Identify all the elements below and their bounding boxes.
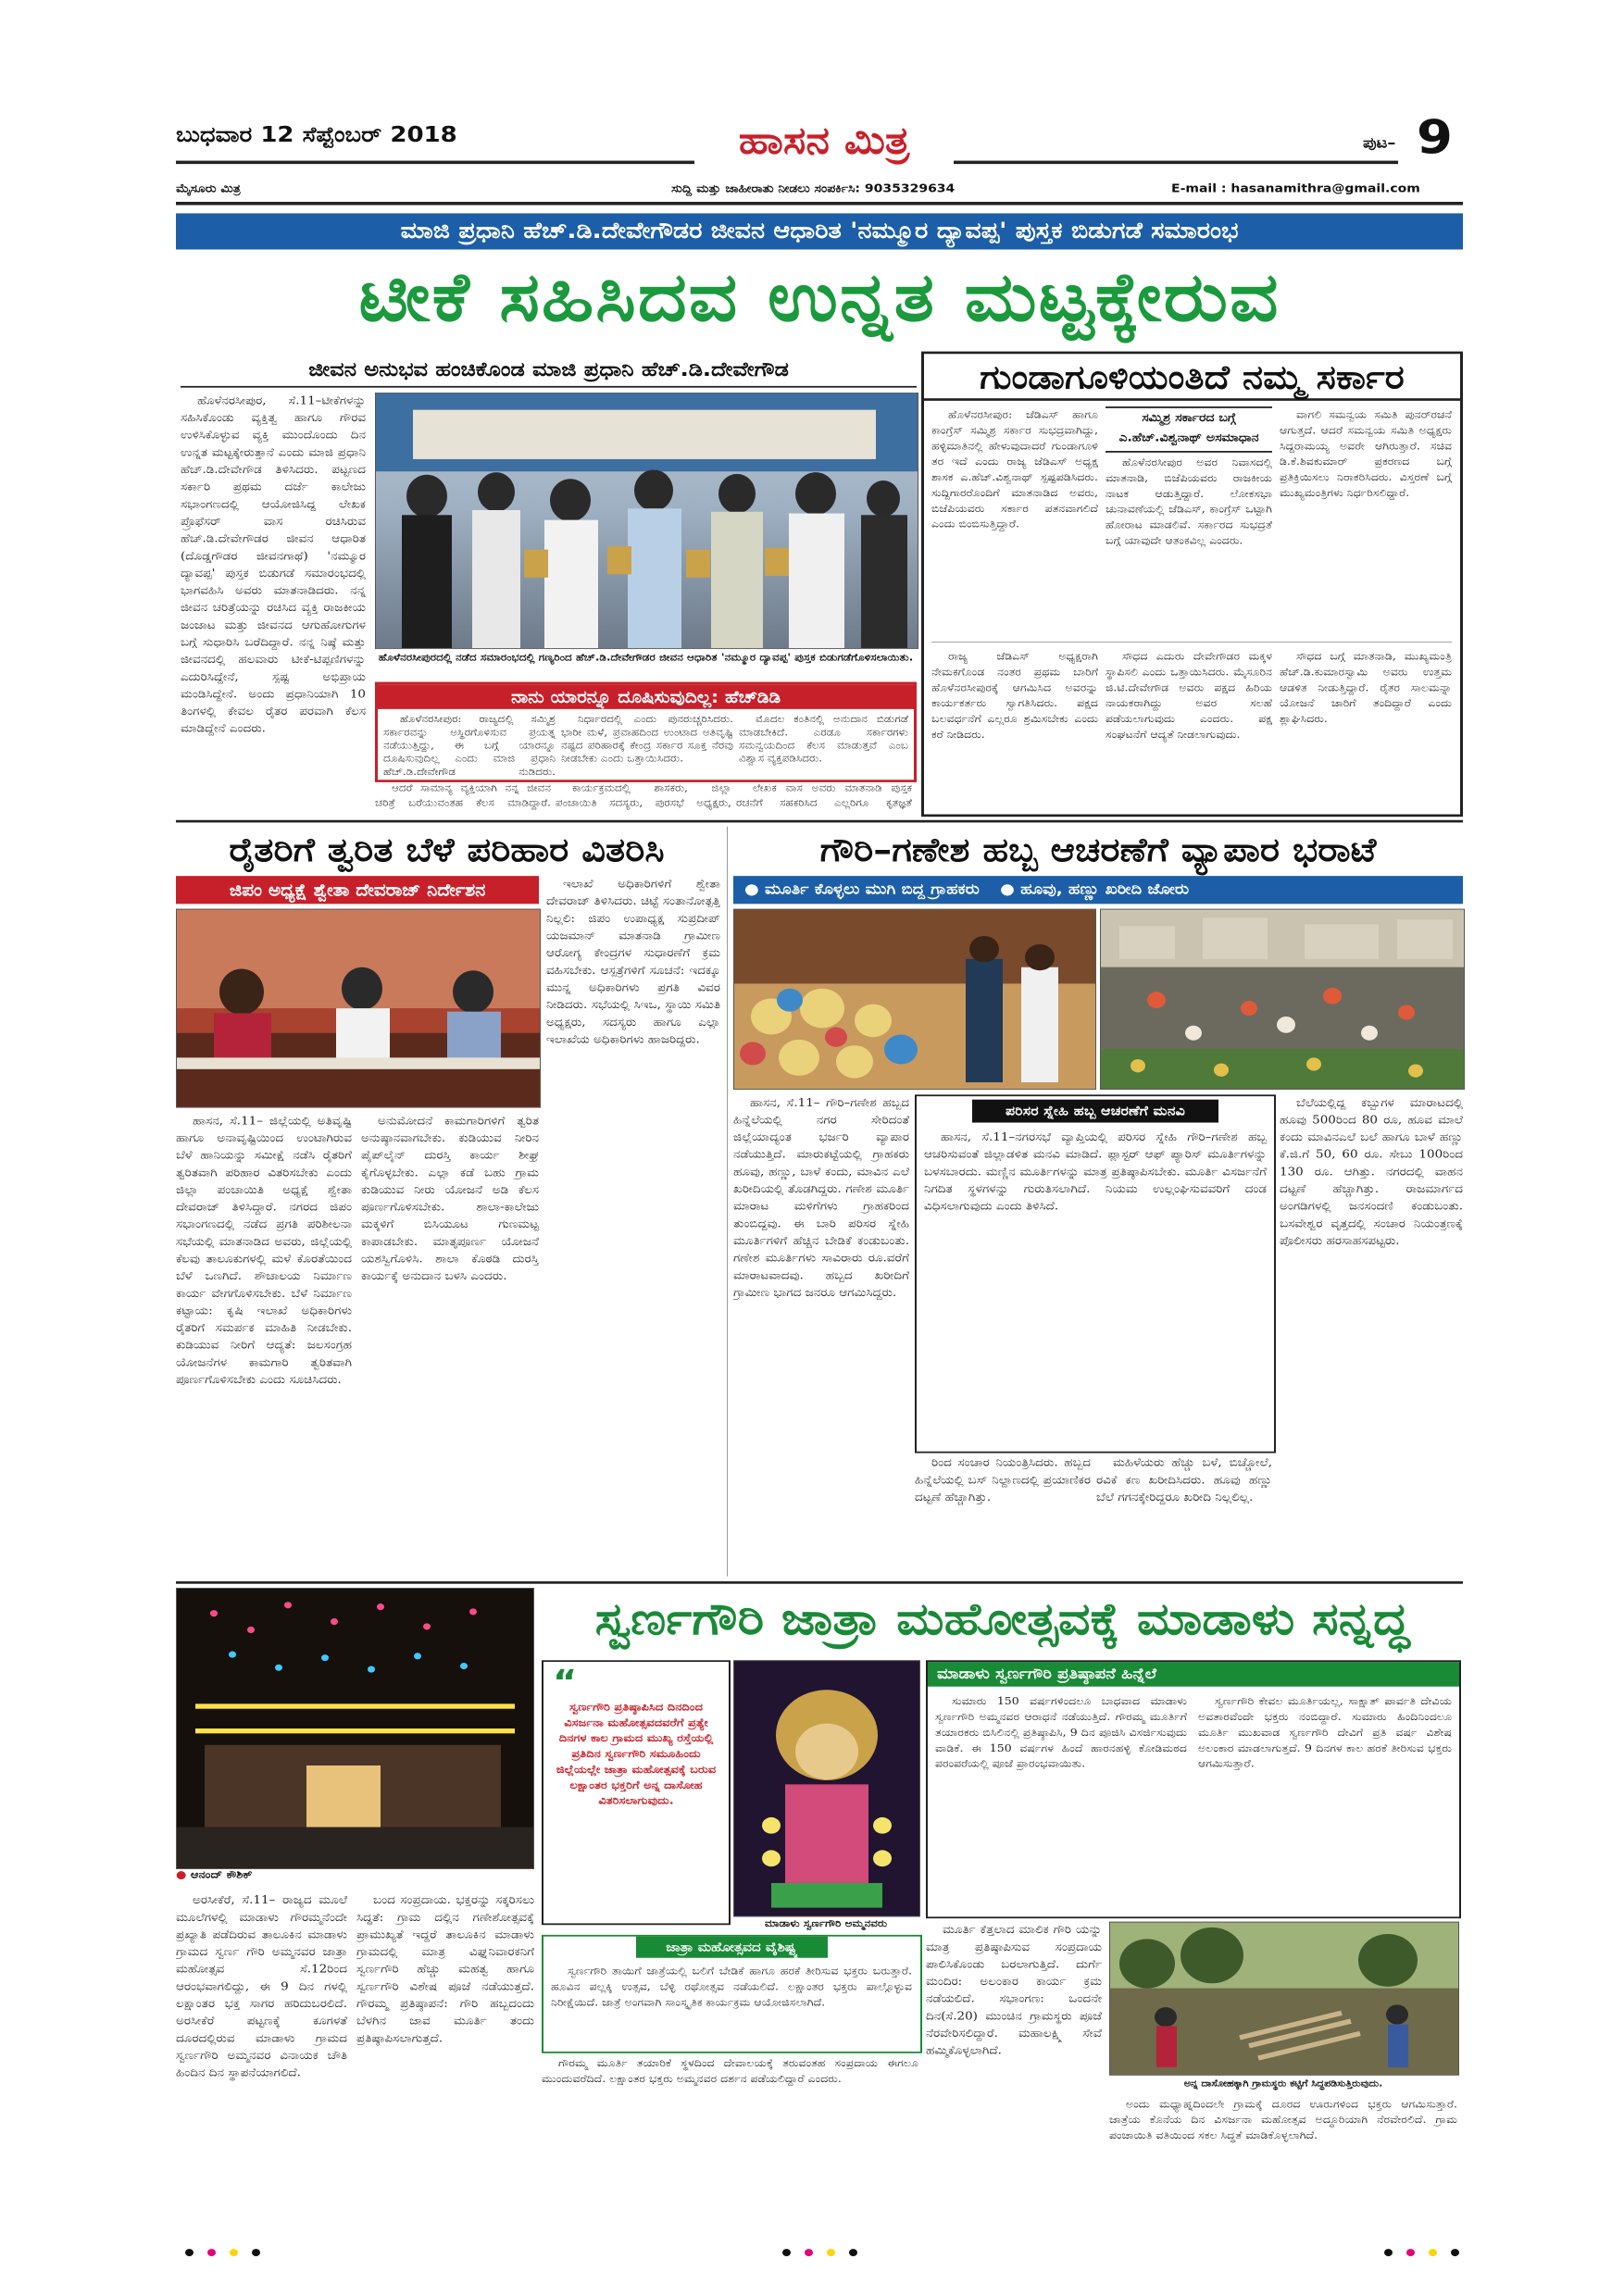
swarna-special-text: ಸ್ವರ್ಣಗೌರಿ ತಾಯಿಗೆ ಜಾತ್ರೆಯಲ್ಲಿ ಬಲಿಗೆ ಬೇಡಿಕೆ ಹಾಗೂ ಹರಕೆ ತೀರಿಸುವ ಭಕ್ತರು ಬರುತ್ತಾರೆ. ಹೂವಿನ ಪಲ್ಲಕ್ಕಿ ಉತ್ಸವ, ಬೆಳ್ಳಿ ರಥೋತ್ಸವ ನಡೆಯಲಿದೆ. ಲಕ್ಷಾಂತರ ಭಕ್ತರು ಪಾಲ್ಗೊಳ್ಳುವ ನಿರೀಕ್ಷೆಯಿದೆ. ಜಾತ್ರೆ ಅಂಗವಾಗಿ ಸಾಂಸ್ಕೃತಿಕ ಕಾರ್ಯಕ್ರಮ ಆಯೋಜಿಸಲಾಗಿದೆ. <box>551 1964 912 2008</box>
gowri-cont1: ರಿಂದ ಸಂಚಾರ ನಿಯಂತ್ರಿಸಿದರು. ಹಬ್ಬದ ಹಿನ್ನೆಲೆಯಲ್ಲಿ ಬಸ್ ನಿಲ್ದಾಣದಲ್ಲಿ ಪ್ರಯಾಣಿಕರ ದಟ್ಟಣೆ ಹೆಚ್ಚಾಗಿತ್ತು. <box>915 1456 1091 1504</box>
section-divider-1 <box>176 820 1463 823</box>
gowri-photo-idols <box>733 909 1096 1090</box>
dot-black-icon <box>849 2249 857 2256</box>
gundagiri-divider <box>931 642 1452 643</box>
email-info: E-mail : hasanamithra@gmail.com <box>1171 181 1420 195</box>
swarna-col2: ಬಂದ ಸಂಪ್ರದಾಯ. ಭಕ್ತರನ್ನು ಸಕ್ಕರಿಸಲು ಸಿದ್ಧತೆ: ಗ್ರಾಮ ದಲ್ಲಿನ ಗಣೇಶೋತ್ಸವಕ್ಕೆ ಪ್ರಾಮುಖ್ಯತೆ ಇದ್ದರೆ ತಾಲೂಕಿನ ಮಾಡಾಳು ಗ್ರಾಮದಲ್ಲಿ ಮಾತ್ರ ವಿಘ್ನನಿವಾರಕನಿಗೆ ಸ್ವರ್ಣಗೌರಿ ಹೆಚ್ಚು ಮಹತ್ವ ಹಾಗೂ ಸ್ವರ್ಣಗೌರಿ ವಿಶೇಷ ಪೂಜೆ ನಡೆಯುತ್ತದೆ. ಗೌರಮ್ಮ ಪ್ರತಿಷ್ಠಾಪನೆ: ಗೌರಿ ಹಬ್ಬದಂದು ಬೆಳಗಿನ ಜಾವ ಮೂರ್ತಿ ತಂದು ಪ್ರತಿಷ್ಠಾಪಿಸಲಾಗುತ್ತದೆ. <box>356 1893 534 2045</box>
dot-black-icon <box>185 2249 194 2256</box>
masthead-rule-right <box>954 161 1398 165</box>
gowri-headline: ಗೌರಿ–ಗಣೇಶ ಹಬ್ಬ ಆಚರಣೆಗೆ ವ್ಯಾಪಾರ ಭರಾಟೆ <box>819 831 1377 870</box>
swarna-temple-photo <box>176 1588 534 1869</box>
sidebox-title: ನಾನು ಯಾರನ್ನೂ ದೂಷಿಸುವುದಿಲ್ಲ: ಹೆಚ್‌ಡಿಡಿ <box>378 684 914 709</box>
swarna-headline: ಸ್ವರ್ಣಗೌರಿ ಜಾತ್ರಾ ಮಹೋತ್ಸವಕ್ಕೆ ಮಾಡಾಳು ಸನ್ನದ್ಧ <box>594 1592 1410 1645</box>
lead-subhead: ಜೀವನ ಅನುಭವ ಹಂಚಿಕೊಂಡ ಮಾಜಿ ಪ್ರಧಾನಿ ಹೆಚ್.ಡಿ.ದೇವೇಗೌಡ <box>181 353 917 387</box>
gowri-bullet1: ಮೂರ್ತಿ ಕೊಳ್ಳಲು ಮುಗಿ ಬಿದ್ದ ಗ್ರಾಹಕರು <box>765 880 980 899</box>
masthead-rule-left <box>176 161 694 165</box>
dot-magenta-icon <box>805 2249 813 2256</box>
book-release-photo-icon <box>376 393 918 648</box>
swarna-idol-caption: ಮಾಡಾಳು ಸ್ವರ್ಣಗೌರಿ ಅಮ್ಮನವರು <box>764 1917 888 1929</box>
swarna-box-title: ಮಾಡಾಳು ಸ್ವರ್ಣಗೌರಿ ಪ್ರತಿಷ್ಠಾಪನೆ ಹಿನ್ನೆಲೆ <box>928 1662 1459 1687</box>
bullet-dot-icon: ● <box>176 1868 187 1882</box>
swarna-idol-photo <box>733 1660 920 1916</box>
gowri-parisara-box <box>915 1094 1276 1453</box>
swarna-dasoha-photo <box>1109 1922 1459 2076</box>
gowri-col1: ಹಾಸನ, ಸೆ.11– ಗೌರಿ–ಗಣೇಶ ಹಬ್ಬದ ಹಿನ್ನೆಲೆಯಲ್ಲಿ ನಗರ ಸೇರಿದಂತೆ ಜಿಲ್ಲೆಯಾದ್ಯಂತ ಭರ್ಜರಿ ವ್ಯಾಪಾರ ನಡೆಯುತ್ತಿದೆ. ಮಾರುಕಟ್ಟೆಯಲ್ಲಿ ಗ್ರಾಹಕರು ಹೂವು, ಹಣ್ಣು, ಬಾಳೆ ಕಂದು, ಮಾವಿನ ಎಲೆ ಖರೀದಿಯಲ್ಲಿ ತೊಡಗಿದ್ದರು. ಗಣೇಶ ಮೂರ್ತಿ ಮಾರಾಟ ಮಳಿಗೆಗಳು ಗ್ರಾಹಕರಿಂದ ತುಂಬಿದ್ದವು. ಈ ಬಾರಿ ಪರಿಸರ ಸ್ನೇಹಿ ಮೂರ್ತಿಗಳಿಗೆ ಹೆಚ್ಚಿನ ಬೇಡಿಕೆ ಕಂಡುಬಂತು. ಗಣೇಶ ಮೂರ್ತಿಗಳು ಸಾವಿರಾರು ರೂ.ವರೆಗೆ ಮಾರಾಟವಾದವು. ಹಬ್ಬದ ಖರೀದಿಗೆ ಗ್ರಾಮೀಣ ಭಾಗದ ಜನರೂ ಆಗಮಿಸಿದ್ದರು. <box>733 1096 909 1300</box>
issue-date: ಬುಧವಾರ 12 ಸೆಪ್ಟೆಂಬರ್ 2018 <box>176 122 457 148</box>
gowri-photo-market <box>1100 909 1465 1090</box>
swarna-special-box <box>542 1935 922 2053</box>
raitha-col2: ಅನುಮೋದನೆ ಕಾಮಗಾರಿಗಳಿಗೆ ತ್ವರಿತ ಅನುಷ್ಠಾನವಾಗಬೇಕು. ಕುಡಿಯುವ ನೀರಿನ ಪೈಪ್‌ಲೈನ್ ದುರಸ್ತಿ ಕಾರ್ಯ ಶೀಘ್ರ ಕೈಗೊಳ್ಳಬೇಕು. ಎಲ್ಲಾ ಕಡೆ ಬಹು ಗ್ರಾಮ ಕುಡಿಯುವ ನೀರು ಯೋಜನೆ ಅಡಿ ಕೆಲಸ ಪೂರ್ಣಗೊಳಿಸಬೇಕು. ಶಾಲಾ-ಕಾಲೇಜು ಮಕ್ಕಳಿಗೆ ಬಿಸಿಯೂಟ ಗುಣಮಟ್ಟ ಕಾಪಾಡಬೇಕು. ಮಾತೃಪೂರ್ಣ ಯೋಜನೆ ಯಶಸ್ವಿಗೊಳಿಸಿ. ಶಾಲಾ ಕೊಠಡಿ ದುರಸ್ತಿ ಕಾರ್ಯಕ್ಕೆ ಅನುದಾನ ಬಳಸಿ ಎಂದರು. <box>361 1114 539 1283</box>
lead-photo-caption: ಹೊಳೆನರಸೀಪುರದಲ್ಲಿ ನಡೆದ ಸಮಾರಂಭದಲ್ಲಿ ಗಣ್ಯರಿಂದ ಹೆಚ್.ಡಿ.ದೇವೇಗೌಡರ ಜೀವನ ಆಧಾರಿತ 'ನಮ್ಮೂರ ದ್ಯಾವಪ್ಪ' ಪುಸ್ತಕ ಬಿಡುಗಡೆಗೊಳಿಸಲಾಯಿತು. <box>378 651 914 664</box>
lead-col3: ಕಾರ್ಯಕ್ರಮದಲ್ಲಿ ಶಾಸಕರು, ಜಿಲ್ಲಾ ಪಂಚಾಯಿತಿ ಸದಸ್ಯರು, ಪುರಸಭೆ ಅಧ್ಯಕ್ಷರು, <box>556 781 731 809</box>
dot-yellow-icon <box>827 2249 835 2256</box>
meeting-photo-icon <box>177 910 540 1107</box>
sidebox-col3: ಮೊದಲ ಕಂತಿನಲ್ಲಿ ಅನುದಾನ ಬಿಡುಗಡೆ ಮಾಡಬೇಕಿದೆ. ಎರಡೂ ಸರ್ಕಾರಗಳು ಸಮನ್ವಯದಿಂದ ಕೆಲಸ ಮಾಡುತ್ತವೆ ಎಂಬ ವಿಶ್ವಾಸ ವ್ಯಕ್ತಪಡಿಸಿದರು. <box>739 713 908 765</box>
gundagiri-pullquote: ಸಮ್ಮಿಶ್ರ ಸರ್ಕಾರದ ಬಗ್ಗೆ ಎ.ಹೆಚ್.ವಿಶ್ವನಾಥ್ ಅಸಮಾಧಾನ <box>1106 406 1272 453</box>
lead-col2: ಆದರೆ ಸಾಮಾನ್ಯ ವ್ಯಕ್ತಿಯಾಗಿ ನನ್ನ ಜೀವನ ಚರಿತ್ರೆ ಬರೆಯುವಂತಹ ಕೆಲಸ ಮಾಡಿದ್ದಾರೆ. <box>375 781 551 809</box>
gowri-col1-cont <box>733 1454 909 1576</box>
gundagiri-col5: ಸೌಧದ ಎದುರು ದೇವೇಗೌಡರ ಮಕ್ಕಳ ಸ್ಥಾಪಿಸಲಿ ಎಂದು ಒತ್ತಾಯಿಸಿದರು. ಮೈಸೂರಿನ ಜಿ.ಟಿ.ದೇವೇಗೌಡ ಅವರು ಪಕ್ಷದ ಹಿರಿಯ ನಾಯಕರಾಗಿದ್ದು ಅವರ ಸಲಹೆ ಪಡೆಯಲಾಗುವುದು ಎಂದರು. ಪಕ್ಷ ಸಂಘಟನೆಗೆ ಆದ್ಯತೆ ನೀಡಲಾಗುವುದು. <box>1106 649 1272 741</box>
gundagiri-headline: ಗುಂಡಾಗೂಳಿಯಂತಿದೆ ನಮ್ಮ ಸರ್ಕಾರ <box>924 357 1460 401</box>
lead-col1: ಹೊಳೆನರಸೀಪುರ, ಸೆ.11–ಟೀಕೆಗಳನ್ನು ಸಹಿಸಿಕೊಂಡು ವ್ಯಕ್ತಿತ್ವ ಹಾಗೂ ಗೌರವ ಉಳಿಸಿಕೊಳ್ಳುವ ವ್ಯಕ್ತಿ ಮುಂದೊಂದು ದಿನ ಉನ್ನತ ಮಟ್ಟಕ್ಕೇರುತ್ತಾನೆ ಎಂದು ಮಾಜಿ ಪ್ರಧಾನಿ ಹೆಚ್.ಡಿ.ದೇವೇಗೌಡ ತಿಳಿಸಿದರು. ಪಟ್ಟಣದ ಸರ್ಕಾರಿ ಪ್ರಥಮ ದರ್ಜೆ ಕಾಲೇಜು ಸಭಾಂಗಣದಲ್ಲಿ ಆಯೋಜಿಸಿದ್ದ ಲೇಖಕ ಪ್ರೊಫೆಸರ್ ವಾಸ ರಚಿಸಿರುವ ಹೆಚ್.ಡಿ.ದೇವೇಗೌಡರ ಜೀವನ ಆಧಾರಿತ (ದೊಡ್ಡಗೌಡರ ಜೀವನಗಾಥೆ) 'ನಮ್ಮೂರ ದ್ಯಾವಪ್ಪ' ಪುಸ್ತಕ ಬಿಡುಗಡೆ ಸಮಾರಂಭದಲ್ಲಿ ಭಾಗವಹಿಸಿ ಅವರು ಮಾತನಾಡಿದರು. ನನ್ನ ಜೀವನ ಚರಿತ್ರೆಯನ್ನು ರಚಿಸಿದ ವ್ಯಕ್ತಿ ರಾಜಕೀಯ ಜಂಜಾಟ ಮತ್ತು ಜೀವನದ ಆಗುಹೋಗುಗಳ ಬಗ್ಗೆ ಸುಧಾರಿಸಿ ಬರೆದಿದ್ದಾರೆ. ನನ್ನ ನಿಷ್ಠೆ ಮತ್ತು ಜೀವನದಲ್ಲಿ ಹಲವಾರು ಟೀಕೆ-ಟಿಪ್ಪಣಿಗಳನ್ನು ಎದುರಿಸಿದ್ದೇನೆ, ಸ್ಪಷ್ಟ ಅಭಿಪ್ರಾಯ ಮಂಡಿಸಿದ್ದೇನೆ. ಅಂದು ಪ್ರಧಾನಿಯಾಗಿ 10 ತಿಂಗಳಲ್ಲಿ ಕೇವಲ ರೈತರ ಪರವಾಗಿ ಕೆಲಸ ಮಾಡಿದ್ದೇನೆ ಎಂದರು. <box>181 393 366 736</box>
sidebox-dooshisuvudilla <box>375 682 917 782</box>
raitha-col3: ಇಲಾಖೆ ಅಧಿಕಾರಿಗಳಿಗೆ ಶ್ವೇತಾ ದೇವರಾಜ್ ತಿಳಿಸಿದರು. ಚಿಟ್ಟೆ ಸಂತಾನೋತ್ಪತ್ತಿ ನಿಲ್ಲಲಿ: ಜಿಪಂ ಉಪಾಧ್ಯಕ್ಷ ಸುಪ್ರದೀಪ್ ಯಜಮಾನ್ ಮಾತನಾಡಿ ಗ್ರಾಮೀಣ ಆರೋಗ್ಯ ಕೇಂದ್ರಗಳ ಸುಧಾರಣೆಗೆ ಕ್ರಮ ವಹಿಸಬೇಕು. ಆಸ್ಪತ್ರೆಗಳಿಗೆ ಸೂಚನೆ: ಇದಕ್ಕೂ ಮುನ್ನ ಅಧಿಕಾರಿಗಳು ಪ್ರಗತಿ ವಿವರ ನೀಡಿದರು. ಸಭೆಯಲ್ಲಿ ಸಿಇಒ, ಸ್ಥಾಯಿ ಸಮಿತಿ ಅಧ್ಯಕ್ಷರು, ಸದಸ್ಯರು ಹಾಗೂ ಎಲ್ಲಾ ಇಲಾಖೆಯ ಅಧಿಕಾರಿಗಳು ಹಾಜರಿದ್ದರು. <box>546 877 720 1046</box>
section-divider-2 <box>176 1581 1463 1584</box>
swarna-box-col4: ಅಂದು ಮಧ್ಯಾಹ್ನದಿಂದಲೇ ಗ್ರಾಮಕ್ಕೆ ದೂರದ ಊರುಗಳಿಂದ ಭಕ್ತರು ಆಗಮಿಸುತ್ತಾರೆ. ಜಾತ್ರೆಯ ಕೊನೆಯ ದಿನ ವಿಸರ್ಜನಾ ಮಹೋತ್ಸವ ಅದ್ಧೂರಿಯಾಗಿ ನೆರವೇರಲಿದೆ. ಗ್ರಾಮ ಪಂಚಾಯಿತಿ ವತಿಯಿಂದ ಸಕಲ ಸಿದ್ಧತೆ ಮಾಡಿಕೊಳ್ಳಲಾಗಿದೆ. <box>1109 2097 1457 2141</box>
raitha-headline: ರೈತರಿಗೆ ತ್ವರಿತ ಬೆಳೆ ಪರಿಹಾರ ವಿತರಿಸಿ <box>229 831 665 870</box>
lead-col4: ಲೇಖಕ ವಾಸ ಅವರು ಮಾತನಾಡಿ ಪುಸ್ತಕ ರಚನೆಗೆ ಸಹಕರಿಸಿದ ಎಲ್ಲರಿಗೂ ಕೃತಜ್ಞತೆ <box>736 781 912 809</box>
gowri-bullet2: ಹೂವು, ಹಣ್ಣು ಖರೀದಿ ಜೋರು <box>1020 880 1190 899</box>
lead-kicker: ಮಾಜಿ ಪ್ರಧಾನಿ ಹೆಚ್.ಡಿ.ದೇವೇಗೌಡರ ಜೀವನ ಆಧಾರಿತ 'ನಮ್ಮೂರ ದ್ಯಾವಪ್ಪ' ಪುಸ್ತಕ ಬಿಡುಗಡೆ ಸಮಾರಂಭ <box>176 213 1463 249</box>
gundagiri-box <box>921 352 1463 817</box>
swarna-photo-credit: ● ಆನಂದ್ ಕೌಶಿಕ್ <box>176 1868 253 1882</box>
bullet-dot-icon: ● <box>1000 880 1015 899</box>
lead-photo <box>375 393 918 649</box>
contact-info: ಸುದ್ದಿ ಮತ್ತು ಜಾಹೀರಾತು ನೀಡಲು ಸಂಪರ್ಕಿಸಿ: 9035329634 <box>671 181 956 195</box>
dot-yellow-icon <box>1429 2249 1437 2256</box>
dot-black-icon <box>1451 2249 1459 2256</box>
gowri-box-text: ಹಾಸನ, ಸೆ.11–ನಗರಸಭೆ ವ್ಯಾಪ್ತಿಯಲ್ಲಿ ಪರಿಸರ ಸ್ನೇಹಿ ಗೌರಿ–ಗಣೇಶ ಹಬ್ಬ ಆಚರಿಸುವಂತೆ ಜಿಲ್ಲಾಡಳಿತ ಮನವಿ ಮಾಡಿದೆ. ಪ್ಲಾಸ್ಟರ್ ಆಫ್ ಪ್ಯಾರಿಸ್ ಮೂರ್ತಿಗಳನ್ನು ಬಳಸಬಾರದು. ಮಣ್ಣಿನ ಮೂರ್ತಿಗಳನ್ನು ಮಾತ್ರ ಪ್ರತಿಷ್ಠಾಪಿಸಬೇಕು. ಮೂರ್ತಿ ವಿಸರ್ಜನೆಗೆ ನಿಗದಿತ ಸ್ಥಳಗಳನ್ನು ಗುರುತಿಸಲಾಗಿದೆ. ನಿಯಮ ಉಲ್ಲಂಘಿಸುವವರಿಗೆ ದಂಡ ವಿಧಿಸಲಾಗುವುದು ಎಂದು ತಿಳಿಸಿದೆ. <box>924 1130 1267 1214</box>
swarna-dasoha-caption: ಅನ್ನ ದಾಸೋಹಕ್ಕಾಗಿ ಗ್ರಾಮಸ್ಥರು ಕಟ್ಟಿಗೆ ಸಿದ್ಧಪಡಿಸುತ್ತಿರುವುದು. <box>1183 2078 1383 2089</box>
swarna-box-col2: ಸ್ವರ್ಣಗೌರಿ ಕೇವಲ ಮೂರ್ತಿಯಲ್ಲ, ಸಾಕ್ಷಾತ್ ಪಾರ್ವತಿ ದೇವಿಯ ಅವತಾರವೆಂದೇ ಭಕ್ತರು ನಂಬಿದ್ದಾರೆ. ಸುಮಾರು ಹಿಂದಿನಿಂದಲೂ ಮೂರ್ತಿ ಮುಖವಾಡ ಸ್ವರ್ಣಗೌರಿ ದೇವಿಗೆ ಪ್ರತಿ ವರ್ಷ ವಿಶೇಷ ಅಲಂಕಾರ ಮಾಡಲಾಗುತ್ತದೆ. 9 ದಿನಗಳ ಕಾಲ ಹರಕೆ ತೀರಿಸುವ ಭಕ್ತರು ಆಗಮಿಸುತ್ತಾರೆ. <box>1198 1694 1452 1770</box>
raitha-col1: ಹಾಸನ, ಸೆ.11– ಜಿಲ್ಲೆಯಲ್ಲಿ ಅತಿವೃಷ್ಟಿ ಹಾಗೂ ಅನಾವೃಷ್ಟಿಯಿಂದ ಉಂಟಾಗಿರುವ ಬೆಳೆ ಹಾನಿಯನ್ನು ಸಮೀಕ್ಷೆ ನಡೆಸಿ ರೈತರಿಗೆ ತ್ವರಿತವಾಗಿ ಪರಿಹಾರ ವಿತರಿಸಬೇಕು ಎಂದು ಜಿಲ್ಲಾ ಪಂಚಾಯಿತಿ ಅಧ್ಯಕ್ಷೆ ಶ್ವೇತಾ ದೇವರಾಜ್ ತಿಳಿಸಿದ್ದಾರೆ. ನಗರದ ಜಿಪಂ ಸಭಾಂಗಣದಲ್ಲಿ ನಡೆದ ಪ್ರಗತಿ ಪರಿಶೀಲನಾ ಸಭೆಯಲ್ಲಿ ಮಾತನಾಡಿದ ಅವರು, ಜಿಲ್ಲೆಯಲ್ಲಿ ಕೆಲವು ತಾಲೂಕುಗಳಲ್ಲಿ ಮಳೆ ಕೊರತೆಯಿಂದ ಬೆಳೆ ಒಣಗಿದೆ. ಶೌಚಾಲಯ ನಿರ್ಮಾಣ ಕಾರ್ಯ ವೇಗಗೊಳಿಸಬೇಕು. ಬೆಳೆ ನಿರ್ಮಾಣ ಕಟ್ಟಾಯ: ಕೃಷಿ ಇಲಾಖೆ ಅಧಿಕಾರಿಗಳು ರೈತರಿಗೆ ಸಮರ್ಪಕ ಮಾಹಿತಿ ನೀಡಬೇಕು. ಕುಡಿಯುವ ನೀರಿಗೆ ಆದ್ಯತೆ: ಜಲಸಂಗ್ರಹ ಯೋಜನೆಗಳ ಕಾಮಗಾರಿ ತ್ವರಿತವಾಗಿ ಪೂರ್ಣಗೊಳಿಸಬೇಕು ಎಂದು ಸೂಚಿಸಿದರು. <box>176 1114 352 1387</box>
swarna-special-title: ಜಾತ್ರಾ ಮಹೋತ್ಸವದ ವೈಶಿಷ್ಟ್ಯ <box>636 1937 828 1958</box>
swarna-quote: ಸ್ವರ್ಣಗೌರಿ ಪ್ರತಿಷ್ಠಾಪಿಸಿದ ದಿನದಿಂದ ವಿಸರ್ಜನಾ ಮಹೋತ್ಸವದವರೆಗೆ ಪ್ರತ್ಯೇ ದಿನಗಳ ಕಾಲ ಗ್ರಾಮದ ಮುಖ್ಯ ರಸ್ತೆಯಲ್ಲಿ ಪ್ರತಿದಿನ ಸ್ವರ್ಣಗೌರಿ ಸಮೂಹಿಂದು ಜಿಲ್ಲೆಯಲ್ಲೇ ಜಾತ್ರಾ ಮಹೋತ್ಸವಕ್ಕೆ ಬರುವ ಲಕ್ಷಾಂತರ ಭಕ್ತರಿಗೆ ಅನ್ನ ದಾಸೋಹ ವಿತರಿಸಲಾಗುವುದು. <box>556 1701 717 1808</box>
page-label: ಪುಟ– <box>1363 134 1396 152</box>
footer-registration-dots-left <box>181 2244 265 2260</box>
swarna-hinnele-box <box>926 1660 1461 1918</box>
contact-strip <box>176 179 1463 205</box>
swarna-quote-box <box>542 1660 731 1925</box>
market-crowd-photo-icon <box>1101 910 1464 1090</box>
firewood-photo-icon <box>1110 1923 1458 2075</box>
goddess-idol-photo-icon <box>734 1661 919 1915</box>
swarna-box-col1: ಸುಮಾರು 150 ವರ್ಷಗಳಿಂದಲೂ ಬಾಧವಾದ ಮಾಡಾಳು ಸ್ವರ್ಣಗೌರಿ ಅಮ್ಮನವರ ಆರಾಧನೆ ನಡೆಯುತ್ತಿದೆ. ಗೌರಮ್ಮ ಮೂರ್ತಿಗೆ ತಯಾರಕರು ಬಿಸಿಲಿನಲ್ಲಿ ಪ್ರತಿಷ್ಠಾಪಿಸಿ, 9 ದಿನ ಪೂಜಿಸಿ ವಿಸರ್ಜಿಸುವುದು ವಾಡಿಕೆ. ಈ 150 ವರ್ಷಗಳ ಹಿಂದೆ ಹಾರನಹಳ್ಳಿ ಕೋಡಿಮಠದ ಪರಂಪರೆಯಲ್ಲಿ ಪೂಜೆ ಪ್ರಾರಂಭವಾಯಿತು. <box>935 1694 1187 1770</box>
dot-black-icon <box>782 2249 791 2256</box>
quote-mark-icon: “ <box>553 1663 578 1702</box>
footer-registration-dots-center <box>778 2244 862 2260</box>
ganesha-idols-photo-icon <box>734 910 1095 1090</box>
gundagiri-col6: ಸೌಧದ ಬಗ್ಗೆ ಮಾತನಾಡಿ, ಮುಖ್ಯಮಂತ್ರಿ ಹೆಚ್.ಡಿ.ಕುಮಾರಸ್ವಾಮಿ ಅವರು ಉತ್ತಮ ಆಡಳಿತ ನೀಡುತ್ತಿದ್ದಾರೆ. ರೈತರ ಸಾಲಮನ್ನಾ ಯೋಜನೆ ಜಾರಿಗೆ ತಂದಿದ್ದಾರೆ ಎಂದು ಶ್ಲಾಘಿಸಿದರು. <box>1280 649 1452 725</box>
temple-lights-photo-icon <box>177 1589 533 1868</box>
page-number: 9 <box>1417 111 1453 166</box>
gowri-cont2: ಮಹಿಳೆಯರು ಹೆಚ್ಚು ಬಳೆ, ಬಿಚ್ಚೋಲೆ, ರವಿಕೆ ಕಣ ಖರೀದಿಸಿದರು. ಹೂವು ಹಣ್ಣು ಬೆಲೆ ಗಗನಕ್ಕೇರಿದ್ದರೂ ಖರೀದಿ ನಿಲ್ಲಲಿಲ್ಲ. <box>1096 1456 1272 1504</box>
swarna-col1: ಅರಸೀಕೆರೆ, ಸೆ.11– ರಾಜ್ಯದ ಮೂಲೆ ಮೂಲೆಗಳಲ್ಲಿ ಮಾಡಾಳು ಗೌರಮ್ಮನೆಂದೇ ಪ್ರಖ್ಯಾತಿ ಪಡೆದಿರುವ ತಾಲೂಕಿನ ಮಾಡಾಳು ಗ್ರಾಮದ ಸ್ವರ್ಣ ಗೌರಿ ಅಮ್ಮನವರ ಜಾತ್ರಾ ಮಹೋತ್ಸವ ಸೆ.12ರಿಂದ ಆರಂಭವಾಗಲಿದ್ದು, ಈ 9 ದಿನ ಗಳಲ್ಲಿ ಲಕ್ಷಾಂತರ ಭಕ್ತ ಸಾಗರ ಹರಿದುಬರಲಿದೆ. ಅರಸೀಕೆರೆ ಪಟ್ಟಣಕ್ಕೆ ಕೂಗಳತೆ ದೂರದಲ್ಲಿರುವ ಮಾಡಾಳು ಗ್ರಾಮದ ಸ್ವರ್ಣಗೌರಿ ಅಮ್ಮನವರ ವಿನಾಯಕ ಚೌತಿ ಹಿಂದಿನ ದಿನ ಸ್ಥಾಪನೆಯಾಗಲಿದೆ. <box>176 1893 347 2080</box>
dot-black-icon <box>1384 2249 1393 2256</box>
lead-headline: ಟೀಕೆ ಸಹಿಸಿದವ ಉನ್ನತ ಮಟ್ಟಕ್ಕೇರುವ <box>358 258 1280 337</box>
dot-magenta-icon <box>207 2249 216 2256</box>
gundagiri-col2: ಹೊಳೆನರಸೀಪುರ ಅವರ ನಿವಾಸದಲ್ಲಿ ಮಾತನಾಡಿ, ಬಿಜೆಪಿಯವರು ರಾಜಕೀಯ ನಾಟಕ ಆಡುತ್ತಿದ್ದಾರೆ. ಲೋಕಸಭಾ ಚುನಾವಣೆಯಲ್ಲಿ ಜೆಡಿಎಸ್, ಕಾಂಗ್ರೆಸ್ ಒಟ್ಟಾಗಿ ಹೋರಾಟ ಮಾಡಲಿವೆ. ಸರ್ಕಾರದ ಸುಭದ್ರತೆ ಬಗ್ಗೆ ಯಾವುದೇ ಆತಂಕವಿಲ್ಲ ಎಂದರು. <box>1106 455 1272 547</box>
dot-magenta-icon <box>1406 2249 1415 2256</box>
gowri-col3: ಬೆಲೆಯಲ್ಲಿದ್ದ ಕಬ್ಬುಗಳ ಮಾರಾಟದಲ್ಲಿ ಹೂವು 500ರಿಂದ 80 ರೂ, ಹೂವ ಮಾಲೆ ಕಂದು ಮಾವಿನಎಲೆ ಬಲೆ ಹಾಗೂ ಬಾಳೆ ಹಣ್ಣು ಕೆ.ಜಿ.ಗೆ 50, 60 ರೂ. ಸೇಬು 100ರಿಂದ 130 ರೂ. ಆಗಿತ್ತು. ನಗರದಲ್ಲಿ ವಾಹನ ದಟ್ಟಣೆ ಹೆಚ್ಚಾಗಿತ್ತು. ರಾಜಮಾರ್ಗದ ಅಂಗಡಿಗಳಲ್ಲಿ ಜನಸಂದಣಿ ಕಂಡುಬಂತು. ಬಸವೇಶ್ವರ ವೃತ್ತದಲ್ಲಿ ಸಂಚಾರ ನಿಯಂತ್ರಣಕ್ಕೆ ಪೊಲೀಸರು ಹರಸಾಹಸಪಟ್ಟರು. <box>1280 1096 1463 1248</box>
swarna-box-col3: ಮೂರ್ತಿ ಕೆತ್ತಲಾದ ಮಾಲಿಕ ಗೌರಿ ಯನ್ನು ಮಾತ್ರ ಪ್ರತಿಷ್ಠಾಪಿಸುವ ಸಂಪ್ರದಾಯ ಪಾಲಿಸಿಕೊಂಡು ಬರಲಾಗುತ್ತಿದೆ. ದುರ್ಗೆ ಮಂದಿರ: ಅಲಂಕಾರ ಕಾರ್ಯ ಕ್ರಮ ನಡೆಯಲಿದೆ. ಸಭಾಂಗಣ: ಒಂದನೇ ದಿನ(ಸೆ.20) ಮುಂಚಿನ ಗ್ರಾಮಸ್ಥರು ಪೂಜೆ ನೆರವೇರಿಸಲಿದ್ದಾರೆ. ಮಹಾಲಕ್ಷ್ಮಿ ಸೇವೆ ಹಮ್ಮಿಕೊಳ್ಳಲಾಗಿದೆ. <box>926 1923 1102 2058</box>
masthead-title: ಹಾಸನ ಮಿತ್ರ <box>738 118 910 163</box>
sidebox-col1: ಹೊಳೆನರಸೀಪುರ: ರಾಜ್ಯದಲ್ಲಿ ಸಮ್ಮಿಶ್ರ ಸರ್ಕಾರವನ್ನು ಅಸ್ಥಿರಗೊಳಿಸುವ ಪ್ರಯತ್ನ ನಡೆಯುತ್ತಿದ್ದು, ಈ ಬಗ್ಗೆ ಯಾರನ್ನೂ ದೂಷಿಸುವುದಿಲ್ಲ ಎಂದು ಮಾಜಿ ಪ್ರಧಾನಿ ಹೆಚ್.ಡಿ.ದೇವೇಗೌಡ ನುಡಿದರು. <box>383 713 556 778</box>
dot-yellow-icon <box>230 2249 238 2256</box>
column-rule-raitha <box>727 827 728 1577</box>
gundagiri-col3: ವಾಗಲಿ ಸಮನ್ವಯ ಸಮಿತಿ ಪುನರ್‌ರಚನೆ ಆಗುತ್ತದೆ. ಆದರೆ ಸಮನ್ವಯ ಸಮಿತಿ ಅಧ್ಯಕ್ಷರು ಸಿದ್ದರಾಮಯ್ಯ ಅವರೇ ಆಗಿರುತ್ತಾರೆ. ಸಚಿವ ಡಿ.ಕೆ.ಶಿವಕುಮಾರ್ ಪ್ರಕರಣದ ಬಗ್ಗೆ ಪ್ರತಿಕ್ರಿಯಿಸಲು ನಿರಾಕರಿಸಿದರು. ವಿಸ್ತರಣೆ ಬಗ್ಗೆ ಮುಖ್ಯಮಂತ್ರಿಗಳು ನಿರ್ಧರಿಸಲಿದ್ದಾರೆ. <box>1280 407 1452 499</box>
gundagiri-col1: ಹೊಳೆನರಸೀಪುರ: ಜೆಡಿಎಸ್ ಹಾಗೂ ಕಾಂಗ್ರೆಸ್ ಸಮ್ಮಿಶ್ರ ಸರ್ಕಾರ ಸುಭದ್ರವಾಗಿದ್ದು, ಹಳ್ಳಿಮಾತಿನಲ್ಲಿ ಹೇಳುವುದಾದರೆ ಗುಂಡಾಗೂಳಿ ತರ ಇದೆ ಎಂದು ರಾಜ್ಯ ಜೆಡಿಎಸ್ ಅಧ್ಯಕ್ಷ ಶಾಸಕ ಎ.ಹೆಚ್.ವಿಶ್ವನಾಥ್ ಸ್ಪಷ್ಟಪಡಿಸಿದರು. ಸುದ್ದಿಗಾರರೊಂದಿಗೆ ಮಾತನಾಡಿದ ಅವರು, ಬಿಜೆಪಿಯವರು ಸರ್ಕಾರ ಪತನವಾಗಲಿದೆ ಎಂದು ಬಿಂಬಿಸುತ್ತಿದ್ದಾರೆ. <box>931 407 1098 530</box>
swarna-col3: ಗೌರಮ್ಮ ಮೂರ್ತಿ ತಯಾರಿಕೆ ಸ್ಥಳದಿಂದ ದೇವಾಲಯಕ್ಕೆ ತರುವಂತಹ ಸಂಪ್ರದಾಯ ಈಗಲೂ ಮುಂದುವರೆದಿದೆ. ಲಕ್ಷಾಂತರ ಭಕ್ತರು ಅಮ್ಮನವರ ದರ್ಶನ ಪಡೆಯಲಿದ್ದಾರೆ ಎಂದರು. <box>542 2056 918 2085</box>
section-label: ಮೈಸೂರು ಮಿತ್ರ <box>176 181 241 195</box>
raitha-subhead: ಜಿಪಂ ಅಧ್ಯಕ್ಷೆ ಶ್ವೇತಾ ದೇವರಾಜ್ ನಿರ್ದೇಶನ <box>176 876 539 904</box>
gowri-box-title: ಪರಿಸರ ಸ್ನೇಹಿ ಹಬ್ಬ ಆಚರಣೆಗೆ ಮನವಿ <box>972 1100 1218 1123</box>
bullet-dot-icon: ● <box>744 880 759 899</box>
gundagiri-col4: ರಾಜ್ಯ ಜೆಡಿಎಸ್ ಅಧ್ಯಕ್ಷರಾಗಿ ನೇಮಕಗೊಂಡ ನಂತರ ಪ್ರಥಮ ಬಾರಿಗೆ ಹೊಳೆನರಸೀಪುರಕ್ಕೆ ಆಗಮಿಸಿದ ಅವರನ್ನು ಕಾರ್ಯಕರ್ತರು ಸ್ವಾಗತಿಸಿದರು. ಪಕ್ಷದ ಬಲವರ್ಧನೆಗೆ ಎಲ್ಲರೂ ಶ್ರಮಿಸಬೇಕು ಎಂದು ಕರೆ ನೀಡಿದರು. <box>931 649 1098 741</box>
sidebox-col2: ನಿರ್ಧಾರದಲ್ಲಿ ಎಂದು ಪುನರುಚ್ಚರಿಸಿದರು. ಭಾರೀ ಮಳೆ, ಪ್ರವಾಹದಿಂದ ಉಂಟಾದ ಅತಿವೃಷ್ಟಿ ನಷ್ಟದ ಪರಿಹಾರಕ್ಕೆ ಕೇಂದ್ರ ಸರ್ಕಾರ ಸೂಕ್ತ ನೆರವು ನೀಡಬೇಕು ಎಂದು ಒತ್ತಾಯಿಸಿದರು. <box>561 713 733 765</box>
gowri-bullets <box>733 876 1463 904</box>
raitha-photo <box>176 909 541 1108</box>
dot-black-icon <box>252 2249 260 2256</box>
footer-registration-dots-right <box>1380 2244 1464 2260</box>
